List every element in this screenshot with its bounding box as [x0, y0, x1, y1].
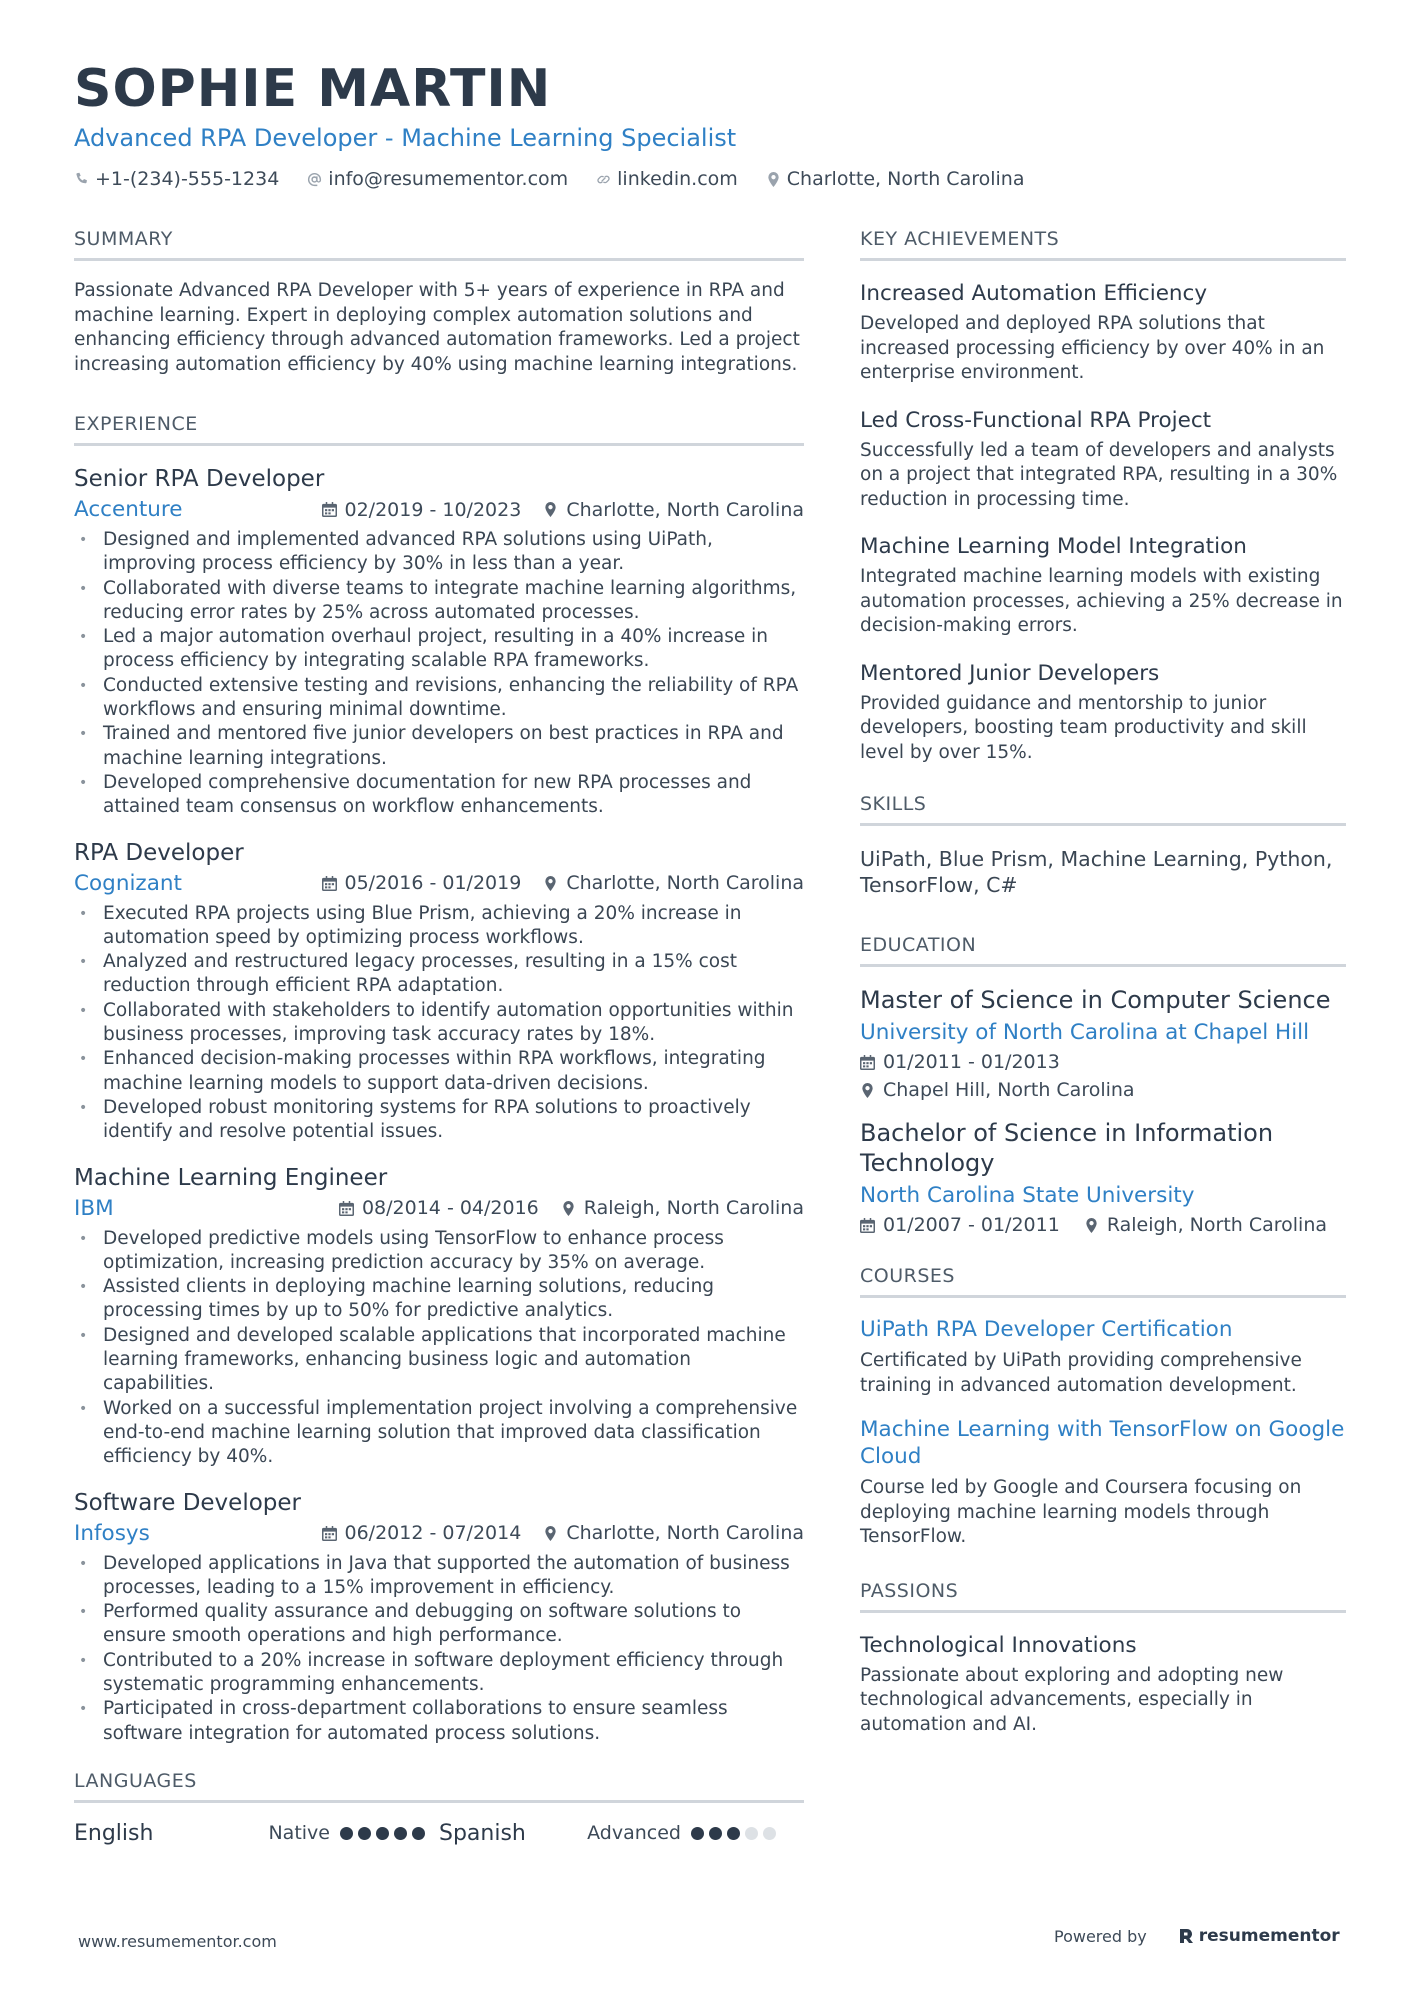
company-name: IBM [74, 1195, 114, 1221]
job-bullet: • Analyzed and restructured legacy processes, resulting in a 15% cost reduction through efficient RPA adaptation. [74, 950, 804, 999]
job-location-text: Charlotte, North Carolina [566, 498, 804, 521]
job-bullets [74, 1227, 804, 1470]
passion-item [860, 1631, 1346, 1738]
job-meta [74, 1196, 804, 1221]
resume-header [74, 58, 1344, 190]
languages-section [74, 1770, 804, 1846]
footer-website[interactable]: www.resumementor.com [78, 1932, 277, 1951]
rating-dot-empty [763, 1827, 776, 1840]
job-location [543, 499, 804, 521]
language-item [74, 1821, 439, 1846]
job-title: Machine Learning Engineer [74, 1164, 388, 1191]
job-bullet: • Developed robust monitoring systems for RPA solutions to proactively identify and resolve potential issues. [74, 1096, 804, 1145]
education-item [860, 1118, 1346, 1239]
rating-dot-filled [691, 1827, 704, 1840]
education-section [860, 934, 1346, 1239]
courses-heading: COURSES [860, 1265, 1346, 1298]
brand-logo[interactable] [1177, 1926, 1340, 1946]
candidate-title: Advanced RPA Developer - Machine Learning Specialist [74, 124, 737, 152]
job-dates [322, 872, 522, 894]
job-meta [74, 871, 804, 896]
rating-dot-filled [727, 1827, 740, 1840]
summary-text: Passionate Advanced RPA Developer with 5+ years of experience in RPA and machine learning. Expert in deploying complex automation solutions and enhancing efficiency through advanced automation frameworks. Led a project increasing automation efficiency by 40% using machine learning integrations. [74, 280, 800, 375]
company-name: Accenture [74, 497, 183, 522]
job-dates-text: 08/2014 - 04/2016 [361, 1197, 539, 1220]
at-icon [307, 172, 322, 187]
job-entry [74, 1488, 804, 1746]
footer-powered [1054, 1926, 1340, 1946]
rating-dot-filled [709, 1827, 722, 1840]
experience-list [74, 464, 804, 1746]
rating-dot-filled [340, 1827, 353, 1840]
link-icon [596, 172, 611, 187]
resumementor-logo-icon [1177, 1927, 1195, 1945]
location-pin-icon [860, 1083, 875, 1098]
job-title: Senior RPA Developer [74, 466, 325, 492]
languages-heading: LANGUAGES [74, 1770, 804, 1803]
skills-section [860, 793, 1346, 898]
job-bullet: • Collaborated with stakeholders to identify automation opportunities within business processes, improving task accuracy rates by 18%. [74, 999, 804, 1048]
education-dates [860, 1048, 1060, 1076]
skills-text: UiPath, Blue Prism, Machine Learning, Python, TensorFlow, C# [860, 847, 1333, 897]
job-bullet: • Developed predictive models using TensorFlow to enhance process optimization, increasing prediction accuracy by 35% on average. [74, 1227, 804, 1276]
job-location [561, 1197, 804, 1219]
achievement-text: Developed and deployed RPA solutions that increased processing efficiency by over 40% in an enterprise environment. [860, 313, 1325, 383]
course-text: Certificated by UiPath providing comprehensive training in advanced automation development. [860, 1350, 1302, 1396]
course-title: UiPath RPA Developer Certification [860, 1317, 1233, 1342]
education-degree: Bachelor of Science in Information Technology [860, 1119, 1274, 1177]
candidate-name: SOPHIE MARTIN [74, 59, 552, 119]
language-rating [340, 1827, 425, 1840]
job-bullet: • Performed quality assurance and debugging on software solutions to ensure smooth operations and high performance. [74, 1600, 804, 1649]
job-location [543, 1522, 804, 1544]
job-bullets [74, 902, 804, 1145]
languages-list [74, 1821, 804, 1846]
skills-heading: SKILLS [860, 793, 1346, 826]
education-dates-line [860, 1048, 1346, 1076]
location-text: Charlotte, North Carolina [786, 168, 1025, 190]
education-dates-text: 01/2007 - 01/2011 [883, 1214, 1060, 1236]
course-title: Machine Learning with TensorFlow on Google Cloud [860, 1417, 1345, 1469]
job-meta [74, 1521, 804, 1546]
job-dates [322, 499, 522, 521]
rating-dot-filled [376, 1827, 389, 1840]
job-meta-right [339, 1197, 804, 1219]
achievements-list [860, 279, 1346, 765]
job-dates-text: 05/2016 - 01/2019 [344, 872, 522, 895]
calendar-icon [322, 502, 337, 517]
rating-dot-filled [412, 1827, 425, 1840]
job-bullet: • Led a major automation overhaul project, resulting in a 40% increase in process efficiency by integrating scalable RPA frameworks. [74, 625, 804, 674]
education-degree: Master of Science in Computer Science [860, 986, 1331, 1014]
job-bullet: • Developed applications in Java that supported the automation of business processes, leading to a 15% improvement in efficiency. [74, 1552, 804, 1601]
passions-list [860, 1631, 1346, 1738]
job-meta-right [322, 1522, 805, 1544]
achievement-title: Led Cross-Functional RPA Project [860, 407, 1212, 433]
job-title: Software Developer [74, 1489, 301, 1516]
job-bullet: • Conducted extensive testing and revisions, enhancing the reliability of RPA workflows and ensuring minimal downtime. [74, 674, 804, 723]
job-bullet: • Assisted clients in deploying machine learning solutions, reducing processing times by up to 50% for predictive analytics. [74, 1275, 804, 1324]
location-pin-icon [561, 1201, 576, 1216]
job-dates [322, 1522, 522, 1544]
job-bullet: • Designed and developed scalable applications that incorporated machine learning frameworks, enhancing business logic and automation capabilities. [74, 1324, 804, 1397]
job-bullet: • Worked on a successful implementation project involving a comprehensive end-to-end machine learning solution that improved data classification efficiency by 40%. [74, 1397, 804, 1470]
job-location-text: Charlotte, North Carolina [566, 872, 804, 895]
achievements-heading: KEY ACHIEVEMENTS [860, 228, 1346, 261]
job-meta-right [322, 499, 805, 521]
achievement-item [860, 406, 1346, 513]
course-item [860, 1416, 1346, 1550]
contact-phone[interactable] [74, 168, 279, 190]
calendar-icon [339, 1201, 354, 1216]
job-title: RPA Developer [74, 839, 244, 866]
achievements-section [860, 228, 1346, 765]
education-location-line [860, 1076, 1346, 1104]
job-location-text: Charlotte, North Carolina [566, 1522, 804, 1544]
achievement-title: Machine Learning Model Integration [860, 534, 1247, 559]
education-location-text: Raleigh, North Carolina [1106, 1214, 1328, 1236]
passions-section [860, 1580, 1346, 1738]
left-column [74, 228, 804, 1882]
calendar-icon [860, 1055, 875, 1070]
linkedin-text: linkedin.com [617, 168, 738, 190]
location-pin-icon [543, 1526, 558, 1541]
achievement-item [860, 532, 1346, 639]
achievement-text: Provided guidance and mentorship to junior developers, boosting team productivity and skill level by over 15%. [860, 692, 1307, 763]
education-school: University of North Carolina at Chapel Hill [860, 1020, 1310, 1045]
right-column [860, 228, 1346, 1773]
passion-title: Technological Innovations [860, 1632, 1137, 1658]
job-meta-right [322, 872, 805, 894]
language-rating [691, 1827, 776, 1840]
phone-text: +1-(234)-555-1234 [95, 168, 280, 190]
education-dates [860, 1211, 1060, 1239]
contact-bar [74, 168, 1344, 190]
job-bullet: • Developed comprehensive documentation for new RPA processes and attained team consensus on workflow enhancements. [74, 771, 804, 820]
rating-dot-empty [745, 1827, 758, 1840]
calendar-icon [322, 876, 337, 891]
education-heading: EDUCATION [860, 934, 1346, 967]
job-entry [74, 464, 804, 820]
language-name: Spanish [439, 1820, 526, 1846]
achievement-item [860, 279, 1346, 386]
course-text: Course led by Google and Coursera focusing on deploying machine learning models through TensorFlow. [860, 1477, 1302, 1547]
job-bullets [74, 1552, 804, 1746]
job-bullets [74, 528, 804, 820]
job-location [543, 872, 804, 894]
location-pin-icon [543, 876, 558, 891]
rating-dot-filled [394, 1827, 407, 1840]
courses-list [860, 1316, 1346, 1550]
passion-text: Passionate about exploring and adopting new technological advancements, especially in automation and AI. [860, 1664, 1284, 1735]
achievement-text: Integrated machine learning models with existing automation processes, achieving a 25% decrease in decision-making errors. [860, 566, 1343, 636]
location-pin-icon [1084, 1218, 1099, 1233]
brand-text: resumementor [1198, 1926, 1340, 1946]
courses-section [860, 1265, 1346, 1550]
course-item [860, 1316, 1346, 1398]
job-bullet: • Trained and mentored five junior developers on best practices in RPA and machine learning integrations. [74, 722, 804, 771]
calendar-icon [322, 1526, 337, 1541]
education-location-text: Chapel Hill, North Carolina [883, 1079, 1135, 1101]
powered-by-text: Powered by [1054, 1926, 1147, 1946]
company-name: Cognizant [74, 870, 182, 896]
summary-section [74, 228, 804, 377]
education-list [860, 985, 1346, 1239]
education-meta-line [860, 1211, 1346, 1239]
location-pin-icon [543, 502, 558, 517]
language-name: English [74, 1820, 154, 1846]
education-location [860, 1076, 1135, 1104]
contact-linkedin[interactable] [596, 168, 738, 190]
contact-location [766, 168, 1025, 190]
job-location-text: Raleigh, North Carolina [583, 1197, 804, 1220]
education-dates-text: 01/2011 - 01/2013 [883, 1051, 1060, 1073]
education-school: North Carolina State University [860, 1183, 1195, 1208]
education-item [860, 985, 1346, 1104]
job-entry [74, 838, 804, 1145]
rating-dot-filled [358, 1827, 371, 1840]
summary-heading: SUMMARY [74, 228, 804, 261]
language-item [439, 1821, 804, 1846]
job-dates-text: 02/2019 - 10/2023 [344, 498, 522, 521]
job-dates [339, 1197, 539, 1219]
job-bullet: • Executed RPA projects using Blue Prism, achieving a 20% increase in automation speed by optimizing process workflows. [74, 902, 804, 951]
job-bullet: • Enhanced decision-making processes within RPA workflows, integrating machine learning models to support data-driven decisions. [74, 1047, 804, 1096]
language-level: Advanced [587, 1822, 681, 1845]
job-meta [74, 497, 804, 522]
education-location [1084, 1211, 1327, 1239]
email-text: info@resumementor.com [328, 168, 569, 190]
achievement-text: Successfully led a team of developers and analysts on a project that integrated RPA, resulting in a 30% reduction in processing time. [860, 439, 1338, 510]
experience-heading: EXPERIENCE [74, 413, 804, 446]
passions-heading: PASSIONS [860, 1580, 1346, 1613]
job-bullet: • Participated in cross-department collaborations to ensure seamless software integration for automated process solutions. [74, 1697, 804, 1746]
job-bullet: • Designed and implemented advanced RPA solutions using UiPath, improving process efficiency by 30% in less than a year. [74, 528, 804, 577]
job-bullet: • Contributed to a 20% increase in software deployment efficiency through systematic programming enhancements. [74, 1649, 804, 1698]
calendar-icon [860, 1218, 875, 1233]
contact-email[interactable] [307, 168, 568, 190]
language-level: Native [268, 1822, 330, 1845]
job-entry [74, 1163, 804, 1470]
achievement-title: Mentored Junior Developers [860, 660, 1160, 686]
company-name: Infosys [74, 1520, 150, 1546]
achievement-title: Increased Automation Efficiency [860, 281, 1208, 306]
job-bullet: • Collaborated with diverse teams to integrate machine learning algorithms, reducing error rates by 25% across automated processes. [74, 577, 804, 626]
location-pin-icon [766, 172, 781, 187]
achievement-item [860, 659, 1346, 766]
job-dates-text: 06/2012 - 07/2014 [344, 1522, 522, 1544]
phone-icon [74, 172, 89, 187]
experience-section [74, 413, 804, 1746]
